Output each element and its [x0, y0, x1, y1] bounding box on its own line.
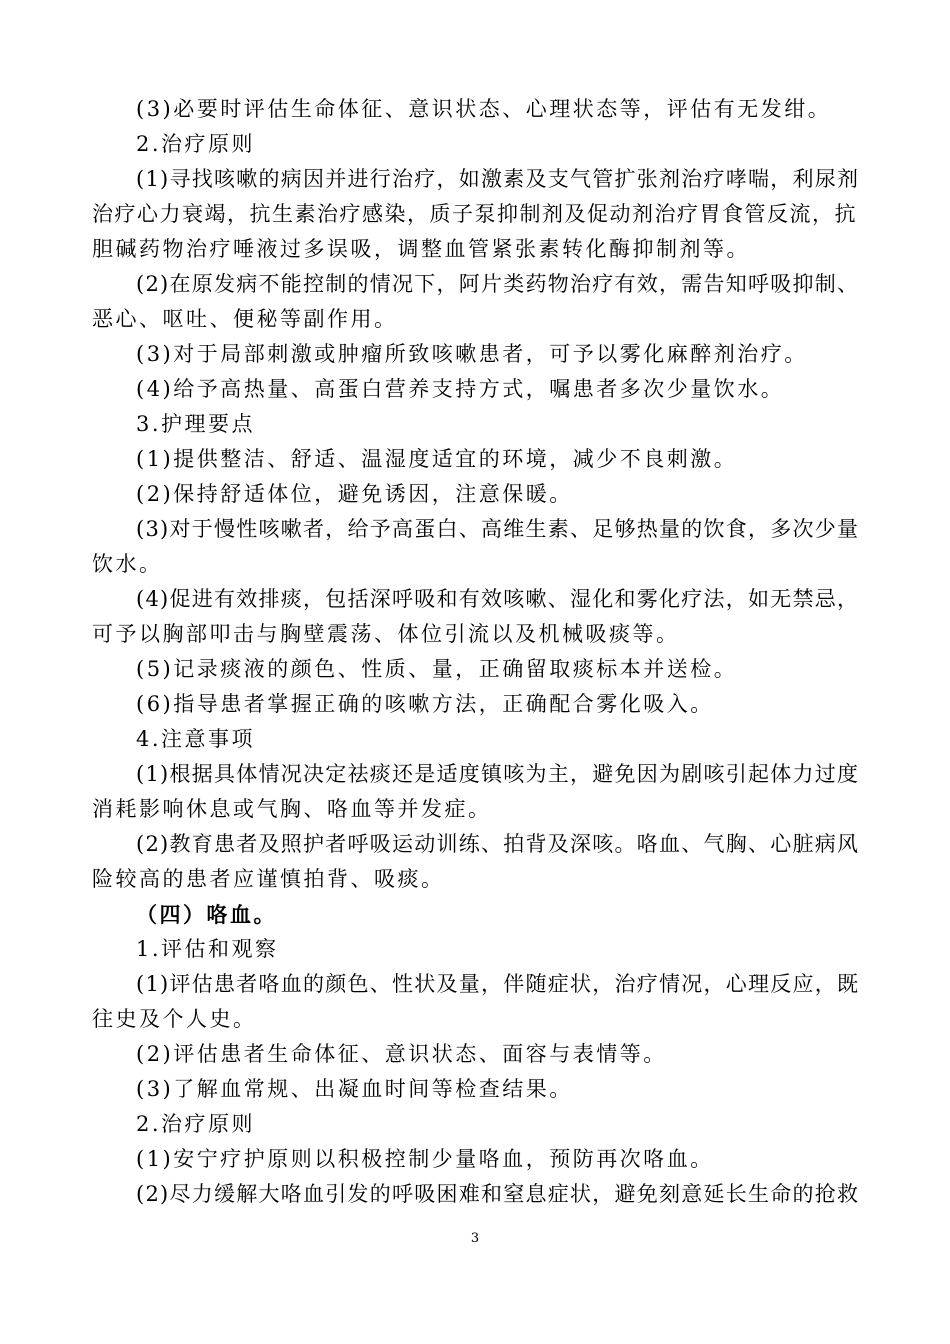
text-line: (1)安宁疗护原则以积极控制少量咯血，预防再次咯血。 [136, 1147, 714, 1171]
text-line: (3)必要时评估生命体征、意识状态、心理状态等，评估有无发绀。 [136, 97, 832, 121]
text-line: 3.护理要点 [136, 412, 256, 436]
text-line: (2)评估患者生命体征、意识状态、面容与表情等。 [136, 1042, 667, 1066]
text-line: 恶心、呕吐、便秘等副作用。 [92, 307, 398, 331]
document-body [92, 92, 860, 1212]
text-line: 1.评估和观察 [136, 937, 279, 961]
text-line: 2.治疗原则 [136, 132, 256, 156]
text-line: (2)教育患者及照护者呼吸运动训练、拍背及深咳。咯血、气胸、心脏病风 [136, 832, 860, 856]
text-line: (4)给予高热量、高蛋白营养支持方式，嘱患者多次少量饮水。 [136, 377, 785, 401]
text-line: (1)根据具体情况决定祛痰还是适度镇咳为主，避免因为剧咳引起体力过度 [136, 762, 860, 786]
text-line: 消耗影响休息或气胸、咯血等并发症。 [92, 797, 492, 821]
text-line: (3)了解血常规、出凝血时间等检查结果。 [136, 1077, 573, 1101]
text-line: (2)保持舒适体位，避免诱因，注意保暖。 [136, 482, 573, 506]
text-line: (6)指导患者掌握正确的咳嗽方法，正确配合雾化吸入。 [136, 692, 714, 716]
text-line: (1)提供整洁、舒适、温湿度适宜的环境，减少不良刺激。 [136, 447, 738, 471]
text-line: (5)记录痰液的颜色、性质、量，正确留取痰标本并送检。 [136, 657, 738, 681]
text-line: (4)促进有效排痰，包括深呼吸和有效咳嗽、湿化和雾化疗法，如无禁忌， [136, 587, 860, 611]
text-line: (2)尽力缓解大咯血引发的呼吸困难和窒息症状，避免刻意延长生命的抢救 [136, 1182, 860, 1206]
text-line: 2.治疗原则 [136, 1112, 256, 1136]
text-line: (3)对于慢性咳嗽者，给予高蛋白、高维生素、足够热量的饮食，多次少量 [136, 517, 860, 541]
text-line: 往史及个人史。 [92, 1007, 257, 1031]
text-line: 胆碱药物治疗唾液过多误吸，调整血管紧张素转化酶抑制剂等。 [92, 237, 750, 261]
text-line: 可予以胸部叩击与胸壁震荡、体位引流以及机械吸痰等。 [92, 622, 680, 646]
text-line: 饮水。 [92, 552, 163, 576]
text-line: (1)寻找咳嗽的病因并进行治疗，如激素及支气管扩张剂治疗哮喘，利尿剂 [136, 167, 860, 191]
text-line: 4.注意事项 [136, 727, 256, 751]
section-heading: （四）咯血。 [136, 902, 277, 927]
text-line: 险较高的患者应谨慎拍背、吸痰。 [92, 867, 445, 891]
text-line: (3)对于局部刺激或肿瘤所致咳嗽患者，可予以雾化麻醉剂治疗。 [136, 342, 808, 366]
text-line: (2)在原发病不能控制的情况下，阿片类药物治疗有效，需告知呼吸抑制、 [136, 272, 860, 296]
text-line: 治疗心力衰竭，抗生素治疗感染，质子泵抑制剂及促动剂治疗胃食管反流，抗 [92, 202, 857, 226]
page-number: 3 [470, 1231, 480, 1246]
text-line: (1)评估患者咯血的颜色、性状及量，伴随症状，治疗情况，心理反应，既 [136, 972, 860, 996]
